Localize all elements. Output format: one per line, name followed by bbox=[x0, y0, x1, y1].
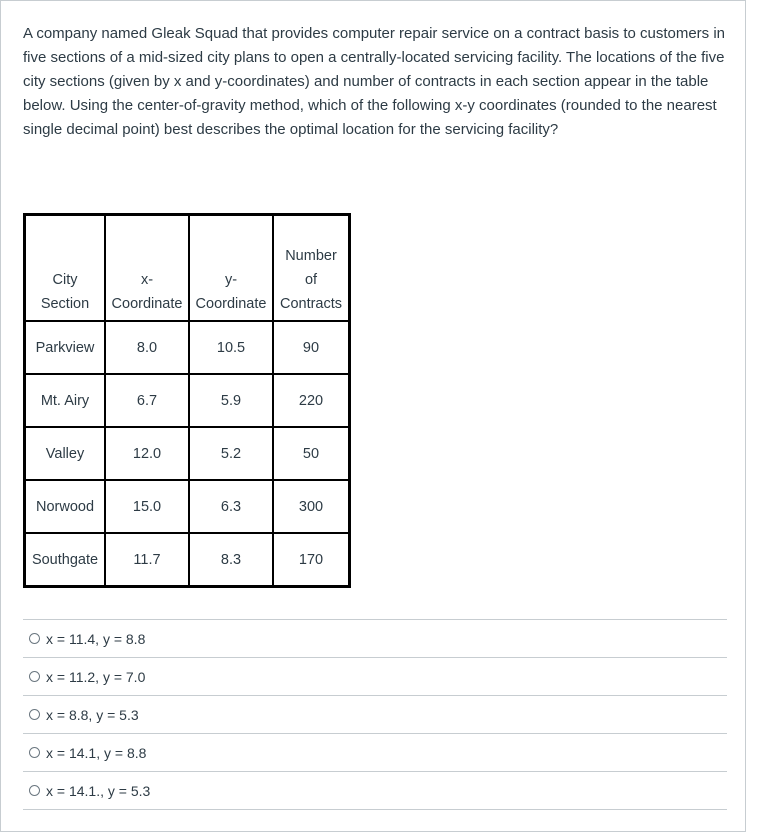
cell-city: Mt. Airy bbox=[25, 374, 106, 427]
cell-contracts: 50 bbox=[273, 427, 350, 480]
table-header-row bbox=[25, 215, 350, 322]
table-row bbox=[25, 480, 350, 533]
answer-label[interactable]: x = 11.4, y = 8.8 bbox=[46, 630, 146, 647]
radio-button[interactable] bbox=[29, 709, 40, 720]
header-y-coordinate: y- Coordinate bbox=[189, 215, 273, 322]
cell-y: 6.3 bbox=[189, 480, 273, 533]
answer-options bbox=[23, 619, 727, 810]
answer-label[interactable]: x = 8.8, y = 5.3 bbox=[46, 706, 139, 723]
cell-contracts: 170 bbox=[273, 533, 350, 587]
contracts-table bbox=[23, 213, 351, 588]
answer-label[interactable]: x = 11.2, y = 7.0 bbox=[46, 668, 146, 685]
radio-button[interactable] bbox=[29, 671, 40, 682]
cell-y: 8.3 bbox=[189, 533, 273, 587]
cell-x: 15.0 bbox=[105, 480, 189, 533]
cell-y: 10.5 bbox=[189, 321, 273, 374]
cell-x: 11.7 bbox=[105, 533, 189, 587]
cell-city: Southgate bbox=[25, 533, 106, 587]
table-row bbox=[25, 374, 350, 427]
table-row bbox=[25, 533, 350, 587]
cell-contracts: 90 bbox=[273, 321, 350, 374]
cell-x: 6.7 bbox=[105, 374, 189, 427]
answer-label[interactable]: x = 14.1., y = 5.3 bbox=[46, 782, 151, 799]
cell-contracts: 300 bbox=[273, 480, 350, 533]
radio-button[interactable] bbox=[29, 785, 40, 796]
cell-city: Parkview bbox=[25, 321, 106, 374]
answer-option[interactable] bbox=[23, 695, 727, 733]
table-row bbox=[25, 427, 350, 480]
header-city-section: City Section bbox=[25, 215, 106, 322]
table-row bbox=[25, 321, 350, 374]
cell-y: 5.2 bbox=[189, 427, 273, 480]
answer-option[interactable] bbox=[23, 733, 727, 771]
answer-option[interactable] bbox=[23, 771, 727, 810]
cell-x: 8.0 bbox=[105, 321, 189, 374]
radio-button[interactable] bbox=[29, 633, 40, 644]
question-text: A company named Gleak Squad that provides computer repair service on a contract basis to customers in five sections of a mid-sized city plans to open a centrally-located servicing facility. The locations of the five city sections (given by x and y-coordinates) and number of contracts in each section appear in the table below. Using the center-of-gravity method, which of the following x-y coordinates (rounded to the nearest single decimal point) best describes the optimal location for the servicing facility? bbox=[23, 25, 726, 138]
header-number-of-contracts: Number of Contracts bbox=[273, 215, 350, 322]
cell-contracts: 220 bbox=[273, 374, 350, 427]
answer-label[interactable]: x = 14.1, y = 8.8 bbox=[46, 744, 147, 761]
answer-option[interactable] bbox=[23, 619, 727, 657]
answer-option[interactable] bbox=[23, 657, 727, 695]
cell-city: Norwood bbox=[25, 480, 106, 533]
radio-button[interactable] bbox=[29, 747, 40, 758]
cell-y: 5.9 bbox=[189, 374, 273, 427]
cell-city: Valley bbox=[25, 427, 106, 480]
cell-x: 12.0 bbox=[105, 427, 189, 480]
header-x-coordinate: x- Coordinate bbox=[105, 215, 189, 322]
